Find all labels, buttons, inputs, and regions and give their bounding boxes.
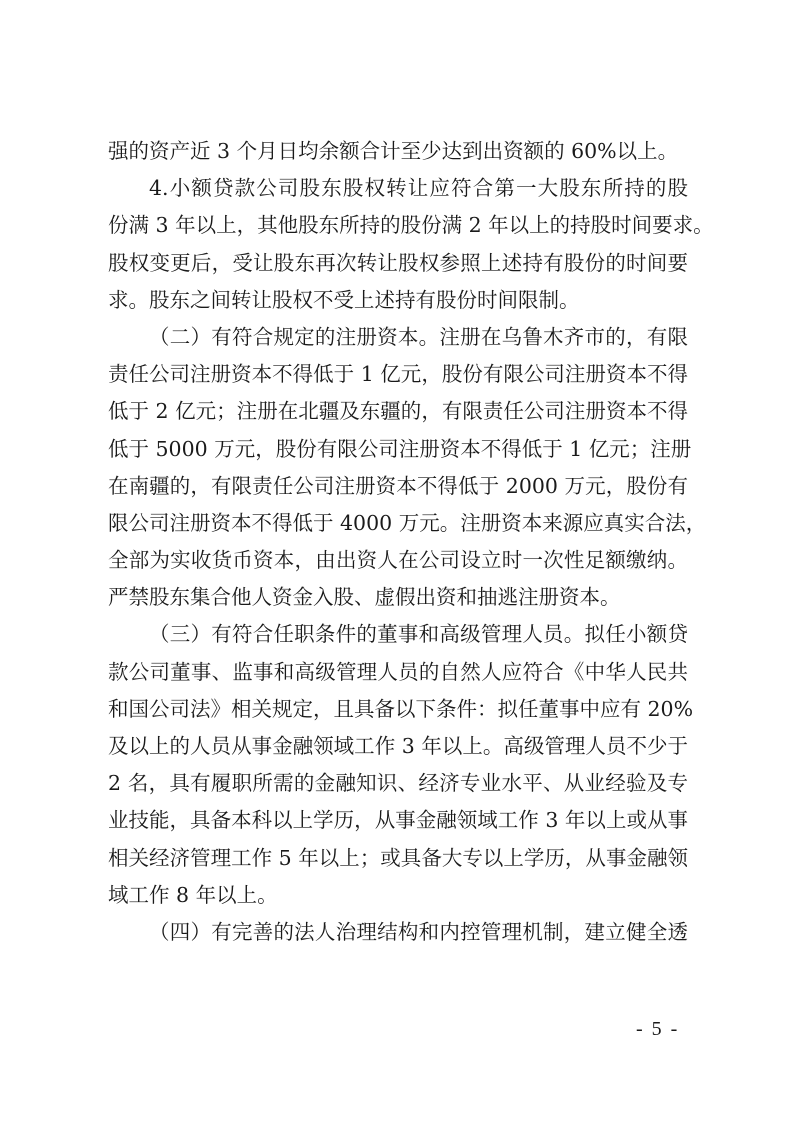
page-number: - 5 - xyxy=(636,1018,680,1040)
text-line: 强的资产近 3 个月日均余额合计至少达到出资额的 60%以上。 xyxy=(108,139,679,163)
text-line: （四）有完善的法人治理结构和内控管理机制，建立健全透 xyxy=(149,919,688,944)
text-line: 低于 5000 万元，股份有限公司注册资本不得低于 1 亿元；注册 xyxy=(108,436,692,461)
text-line: 份满 3 年以上，其他股东所持的股份满 2 年以上的持股时间要求。 xyxy=(108,213,714,238)
text-line: 4.小额贷款公司股东股权转让应符合第一大股东所持的股 xyxy=(149,176,688,201)
text-line: 全部为实收货币资本，由出资人在公司设立时一次性足额缴纳。 xyxy=(108,548,688,573)
text-line: 严禁股东集合他人资金入股、虚假出资和抽逃注册资本。 xyxy=(108,585,621,610)
text-line: 和国公司法》相关规定，且具备以下条件：拟任董事中应有 20% xyxy=(108,696,694,721)
text-line: 相关经济管理工作 5 年以上；或具备大专以上学历，从事金融领 xyxy=(108,845,688,870)
text-line: 2 名，具有履职所需的金融知识、经济专业水平、从业经验及专 xyxy=(108,771,688,796)
text-line: 及以上的人员从事金融领域工作 3 年以上。高级管理人员不少于 xyxy=(108,734,688,758)
text-line: （三）有符合任职条件的董事和高级管理人员。拟任小额贷 xyxy=(149,622,688,647)
text-line: 业技能，具备本科以上学历，从事金融领域工作 3 年以上或从事 xyxy=(108,808,688,833)
text-line: 在南疆的，有限责任公司注册资本不得低于 2000 万元，股份有 xyxy=(108,473,688,498)
text-line: 款公司董事、监事和高级管理人员的自然人应符合《中华人民共 xyxy=(108,659,688,684)
text-line: （二）有符合规定的注册资本。注册在乌鲁木齐市的，有限 xyxy=(149,324,688,349)
text-line: 域工作 8 年以上。 xyxy=(108,882,278,907)
text-line: 责任公司注册资本不得低于 1 亿元，股份有限公司注册资本不得 xyxy=(108,362,688,387)
text-line: 股权变更后，受让股东再次转让股权参照上述持有股份的时间要 xyxy=(108,250,688,275)
body-text xyxy=(108,133,714,951)
text-line: 低于 2 亿元；注册在北疆及东疆的，有限责任公司注册资本不得 xyxy=(108,399,688,424)
text-line: 求。股东之间转让股权不受上述持有股份时间限制。 xyxy=(108,287,580,312)
text-line: 限公司注册资本不得低于 4000 万元。注册资本来源应真实合法， xyxy=(108,510,707,535)
